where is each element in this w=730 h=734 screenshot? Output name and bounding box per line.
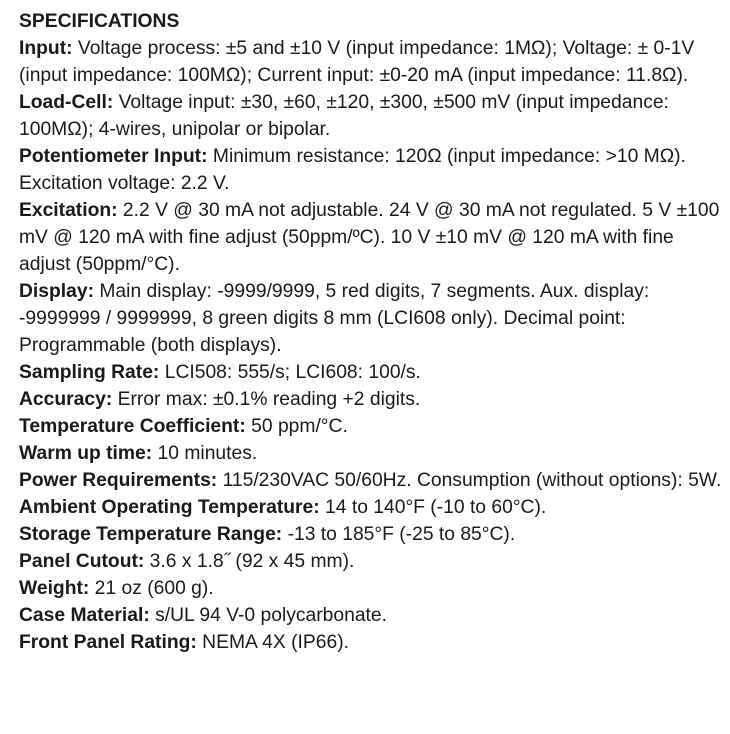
spec-text: LCI508: 555/s; LCI608: 100/s. (159, 362, 421, 383)
spec-label: Excitation: (19, 200, 118, 221)
spec-text: 21 oz (600 g). (89, 578, 214, 599)
spec-text: 3.6 x 1.8˝ (92 x 45 mm). (144, 551, 355, 572)
spec-front-panel-rating (19, 629, 725, 656)
spec-storage-temperature-range (19, 521, 725, 548)
spec-text: 50 ppm/°C. (245, 416, 348, 437)
spec-text: Voltage process: ±5 and ±10 V (input impedance: 1MΩ); Voltage: ± 0-1V (input impedance: 100MΩ); Current input: ±0-20 mA (input impedance: 11.8Ω). (19, 38, 695, 86)
spec-label: Accuracy: (19, 389, 113, 410)
spec-accuracy (19, 386, 725, 413)
spec-panel-cutout (19, 548, 725, 575)
spec-potentiometer-input (19, 143, 725, 197)
spec-label: Power Requirements: (19, 470, 218, 491)
spec-power-requirements (19, 467, 725, 494)
spec-text: 115/230VAC 50/60Hz. Consumption (without options): 5W. (217, 470, 722, 491)
spec-text: NEMA 4X (IP66). (196, 632, 349, 653)
spec-label: Panel Cutout: (19, 551, 145, 572)
spec-label: Front Panel Rating: (19, 632, 197, 653)
spec-label: Storage Temperature Range: (19, 524, 283, 545)
spec-excitation (19, 197, 725, 278)
spec-input (19, 35, 725, 89)
spec-label: Load-Cell: (19, 92, 114, 113)
spec-text: Voltage input: ±30, ±60, ±120, ±300, ±500 mV (input impedance: 100MΩ); 4-wires, unipolar or bipolar. (19, 92, 669, 140)
spec-text: Main display: -9999/9999, 5 red digits, 7 segments. Aux. display: -9999999 / 9999999, 8 green digits 8 mm (LCI608 only). Decimal point: Programmable (both displays). (19, 281, 650, 356)
spec-text: 14 to 140°F (-10 to 60°C). (319, 497, 547, 518)
spec-warm-up-time (19, 440, 725, 467)
spec-text: 2.2 V @ 30 mA not adjustable. 24 V @ 30 mA not regulated. 5 V ±100 mV @ 120 mA with fine adjust (50ppm/ºC). 10 V ±10 mV @ 120 mA with fine adjust (50ppm/°C). (19, 200, 720, 275)
spec-temperature-coefficient (19, 413, 725, 440)
spec-label: Sampling Rate: (19, 362, 160, 383)
spec-case-material (19, 602, 725, 629)
spec-weight (19, 575, 725, 602)
spec-text: -13 to 185°F (-25 to 85°C). (282, 524, 516, 545)
spec-display (19, 278, 725, 359)
spec-label: Potentiometer Input: (19, 146, 208, 167)
spec-label: Weight: (19, 578, 90, 599)
spec-load-cell (19, 89, 725, 143)
spec-text: Error max: ±0.1% reading +2 digits. (112, 389, 421, 410)
spec-label: Input: (19, 38, 73, 59)
spec-label: Display: (19, 281, 95, 302)
spec-list (19, 35, 725, 656)
spec-sampling-rate (19, 359, 725, 386)
document-title: SPECIFICATIONS (19, 11, 180, 32)
spec-text: 10 minutes. (152, 443, 258, 464)
specifications-document (19, 8, 725, 656)
spec-label: Ambient Operating Temperature: (19, 497, 320, 518)
spec-label: Temperature Coefficient: (19, 416, 246, 437)
spec-ambient-operating-temperature (19, 494, 725, 521)
spec-label: Warm up time: (19, 443, 153, 464)
spec-text: Minimum resistance: 120Ω (input impedance: >10 MΩ). Excitation voltage: 2.2 V. (19, 146, 686, 194)
spec-text: s/UL 94 V-0 polycarbonate. (149, 605, 387, 626)
spec-label: Case Material: (19, 605, 150, 626)
